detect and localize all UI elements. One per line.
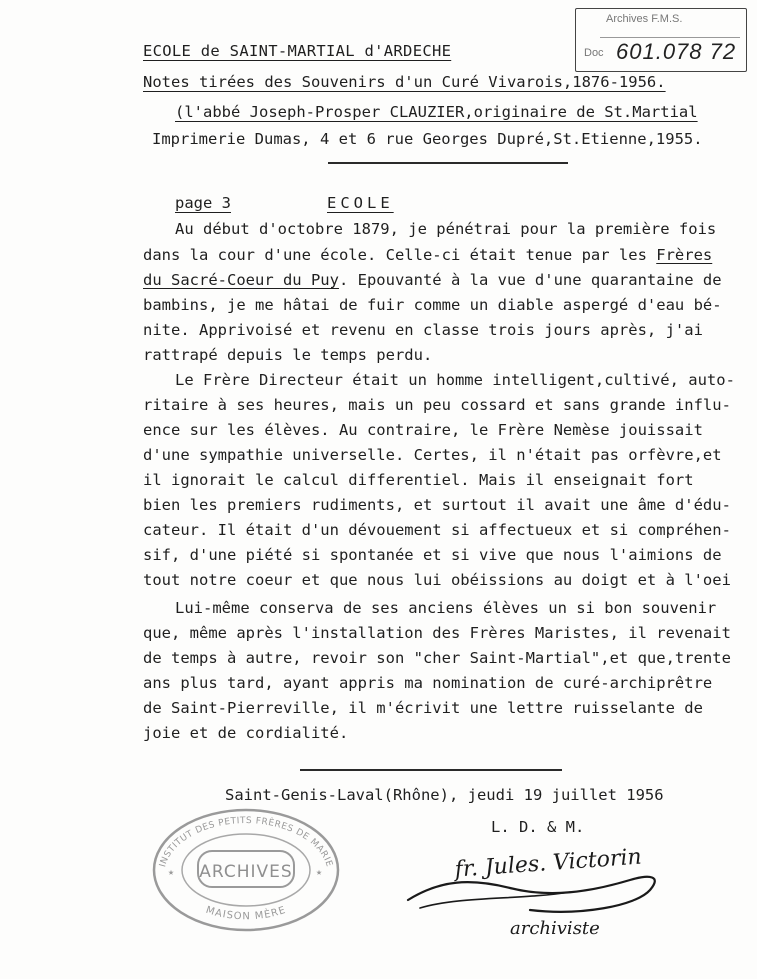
archive-reference-stamp [575,8,747,72]
body-line: ans plus tard, ayant appris ma nomination de curé-archiprêtre [143,674,713,692]
body-line [143,271,722,289]
place-date: Saint-Genis-Laval(Rhône), jeudi 19 juillet 1956 [225,786,664,804]
body-line: il ignorait le calcul differentiel. Mais il enseignait fort [143,471,694,489]
document-imprint: Imprimerie Dumas, 4 et 6 rue Georges Dupré,St.Etienne,1955. [152,130,703,148]
body-line: Le Frère Directeur était un homme intelligent,cultivé, auto- [175,371,735,389]
archive-divider [600,37,740,38]
body-line: ence sur les élèves. Au contraire, le Frère Nemèse jouissait [143,421,703,439]
body-line: de temps à autre, revoir son "cher Saint-Martial",et que,trente [143,649,731,667]
body-line [143,246,712,264]
body-text: . Epouvanté à la vue d'une quarantaine de [338,271,722,289]
body-line: tout notre coeur et que nous lui obéissions au doigt et à l'oei [143,571,731,589]
body-line: de Saint-Pierreville, il m'écrivit une lettre ruisselante de [143,699,703,717]
body-line: d'une sympathie universelle. Certes, il n'était pas orfèvre,et [143,446,722,464]
archive-label: Archives F.M.S. [606,13,683,25]
signature-role: archiviste [510,918,600,939]
body-line: joie et de cordialité. [143,724,349,742]
body-line: rattrapé depuis le temps perdu. [143,346,433,364]
body-line: Au début d'octobre 1879, je pénétrai pour la première fois [175,220,717,238]
stamp-ring-top: INSTITUT DES PETITS FRÈRES DE MARIE [158,815,334,869]
body-text-underlined: Frères [656,246,713,264]
initials: L. D. & M. [491,818,585,836]
body-line: sif, d'une piété si spontanée et si vive que nous l'aimions de [143,546,722,564]
body-text: dans la cour d'une école. Celle-ci était tenue par les [143,246,657,264]
body-line: que, même après l'installation des Frères Maristes, il revenait [143,624,731,642]
stamp-star-icon: ★ [316,867,323,878]
body-line: nite. Apprivoisé et revenu en classe trois jours après, j'ai [143,321,703,339]
page-label: page 3 [175,194,231,212]
doc-number: 601.078 72 [616,39,737,64]
document-title: ECOLE de SAINT-MARTIAL d'ARDECHE [143,42,452,60]
document-subtitle: Notes tirées des Souvenirs d'un Curé Vivarois,1876-1956. [143,73,666,91]
signature-name: fr. Jules. Victorin [453,844,643,883]
closing-divider [300,769,562,771]
doc-label: Doc [584,47,604,59]
body-line: ritaire à ses heures, mais un peu cossard et sans grande influ- [143,396,731,414]
document-author: (l'abbé Joseph-Prosper CLAUZIER,originaire de St.Martial [175,103,698,121]
body-line: bambins, je me hâtai de fuir comme un diable aspergé d'eau bé- [143,296,722,314]
body-line: bien les premiers rudiments, et surtout il avait une âme d'édu- [143,496,731,514]
body-line: Lui-même conserva de ses anciens élèves un si bon souvenir [175,599,717,617]
header-divider [328,162,568,164]
archives-round-stamp [150,805,342,935]
svg-text:MAISON MÈRE [204,905,287,923]
handwritten-signature [400,830,720,940]
section-title: ECOLE [327,194,394,212]
body-line: cateur. Il était d'un dévouement si affectueux et si compréhen- [143,521,731,539]
stamp-ring-bottom: MAISON MÈRE [204,904,288,923]
body-text-underlined: du Sacré-Coeur du Puy [143,271,339,289]
stamp-star-icon: ★ [168,867,175,878]
stamp-center-text: ARCHIVES [199,862,293,882]
